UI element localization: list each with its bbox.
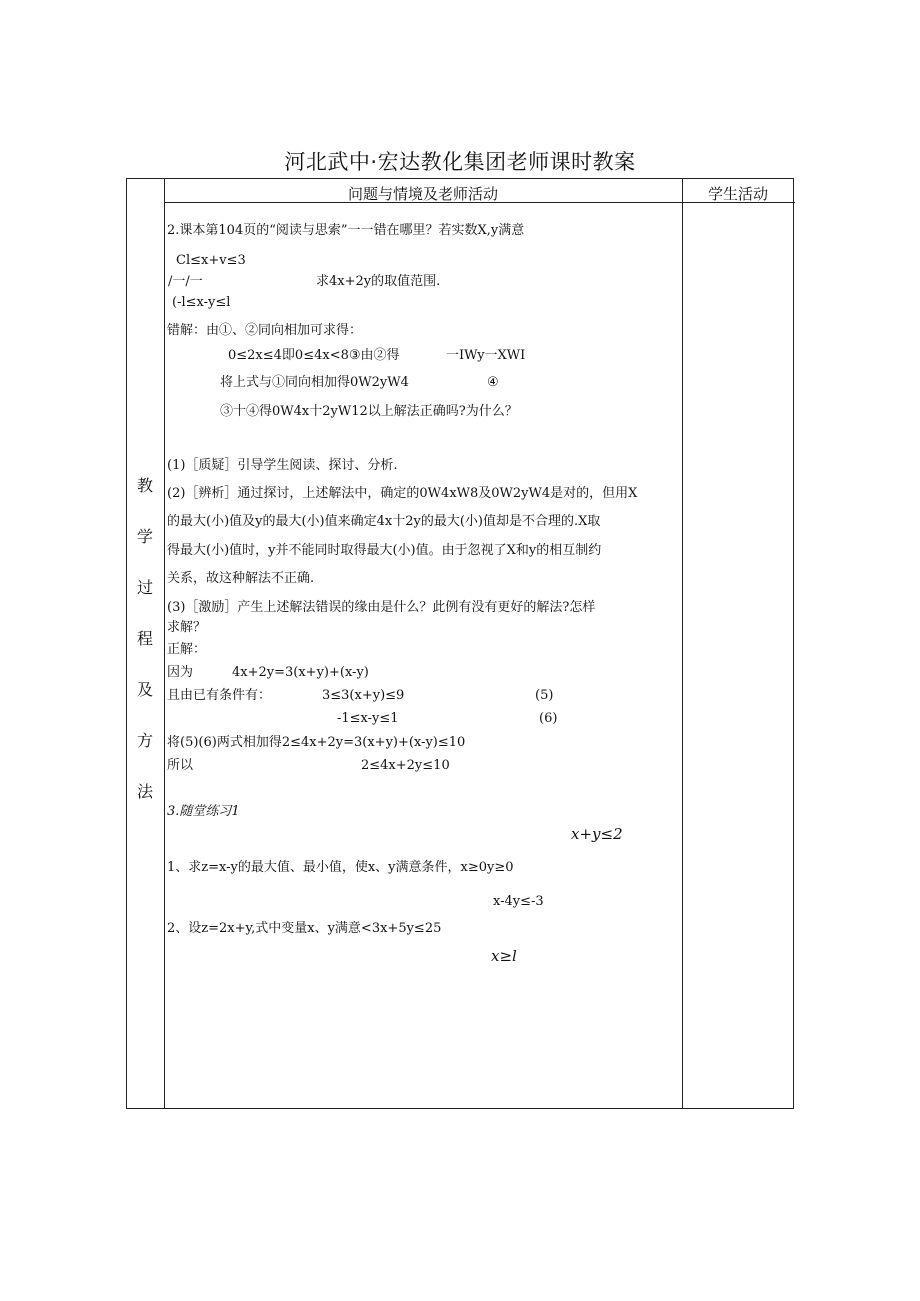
side-label-char: 过: [136, 578, 153, 597]
side-label-char: 及: [136, 680, 153, 699]
solution-inequality: -1≤x-y≤1: [337, 711, 399, 726]
solution-result: 2≤4x+2y≤10: [361, 758, 450, 773]
wrong-step-1b: 一IWy一XWI: [446, 348, 526, 363]
page-title: 河北武中·宏达教化集团老师课时教案: [284, 150, 636, 174]
exercise-title: 3.随堂练习1: [167, 804, 240, 819]
solution-label: 且由已有条件有：: [167, 688, 272, 703]
exercise-1: 1、求z=x-y的最大值、最小值，使x、y满意条件，x≥0y≥0: [167, 860, 514, 875]
solution-sum: 将(5)(6)两式相加得2≤4x+2y=3(x+y)+(x-y)≤10: [167, 735, 466, 750]
paragraph-encourage: 求解？: [167, 620, 207, 635]
question-target: 求4x+2y的取值范围.: [316, 274, 441, 289]
correct-solution-title: 正解：: [167, 642, 207, 657]
paragraph-analysis: 得最大(小)值时，y并不能同时取得最大(小)值。由于忽视了X和y的相互制约: [167, 543, 602, 558]
solution-equation: 4x+2y=3(x+y)+(x-y): [232, 665, 369, 680]
equation-number: ④: [487, 375, 499, 390]
equation-number: (5): [535, 688, 554, 703]
table-divider-left: [164, 178, 165, 1109]
table-divider-right: [682, 178, 683, 1109]
exercise-condition: x-4y≤-3: [493, 894, 544, 909]
paragraph-analysis: 关系，故这种解法不正确.: [167, 571, 315, 586]
wrong-step-2: 将上式与①同向相加得0W2yW4: [220, 375, 409, 390]
wrong-step-3: ③十④得0W4x十2yW12以上解法正确吗?为什么？: [220, 404, 518, 419]
solution-inequality: 3≤3(x+y)≤9: [322, 688, 405, 703]
brace-mark: /一/一: [168, 274, 203, 289]
side-label-char: 程: [136, 629, 153, 648]
exercise-2: 2、设z=2x+y,式中变量x、y满意<3x+5y≤25: [167, 921, 442, 936]
wrong-solution-title: 错解：由①、②同向相加可求得：: [167, 323, 363, 338]
exercise-condition: x≥l: [491, 947, 517, 965]
condition-2: (-l≤x-y≤l: [172, 295, 231, 310]
paragraph-encourage: (3)［激励］产生上述解法错误的缘由是什么？此例有没有更好的解法?怎样: [167, 600, 596, 615]
header-main: 问题与情境及老师活动: [347, 185, 498, 203]
solution-label: 因为: [167, 665, 194, 680]
wrong-step-1: 0≤2x≤4即0≤4x<8③由②得: [228, 348, 400, 363]
side-label-char: 法: [136, 782, 153, 801]
side-label-char: 方: [136, 731, 153, 750]
side-label-char: 学: [136, 527, 153, 546]
paragraph-analysis: (2)［辨析］通过探讨，上述解法中，确定的0W4xW8及0W2yW4是对的，但用X: [167, 486, 638, 501]
condition-1: Cl≤x+v≤3: [176, 253, 246, 268]
solution-label: 所以: [167, 758, 194, 773]
question-line: 2.课本第104页的“阅读与思索”一一错在哪里？若实数X,y满意: [167, 223, 525, 238]
equation-number: (6): [539, 711, 558, 726]
side-label-char: 教: [136, 476, 153, 495]
paragraph-question: (1)［质疑］引导学生阅读、探讨、分析.: [167, 458, 398, 473]
paragraph-analysis: 的最大(小)值及y的最大(小)值来确定4x十2y的最大(小)值却是不合理的.X取: [167, 514, 601, 529]
exercise-condition: x+y≤2: [571, 825, 623, 843]
lesson-table: [126, 178, 794, 1109]
header-student: 学生活动: [707, 185, 768, 203]
